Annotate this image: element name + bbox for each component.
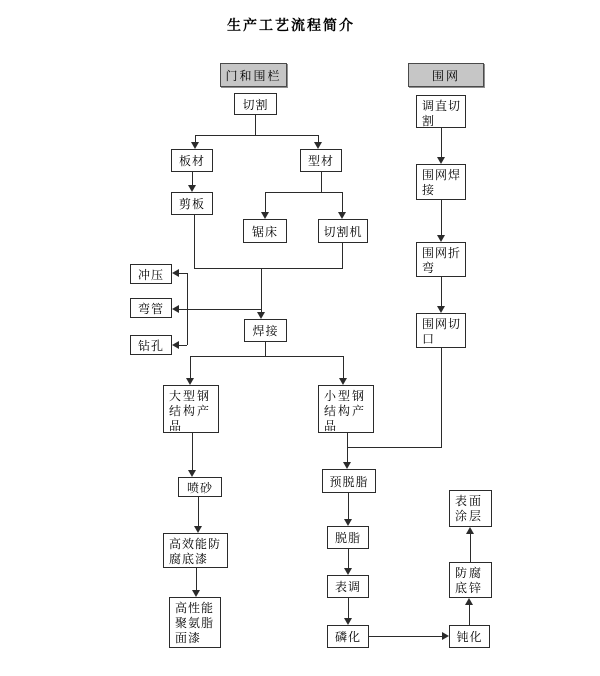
- node-mesh-weld: 围网焊接: [416, 164, 466, 200]
- node-mesh-bend: 围网折弯: [416, 242, 466, 277]
- node-shear: 剪板: [171, 192, 213, 215]
- node-bend: 弯管: [130, 298, 172, 318]
- arrowhead: [437, 157, 445, 164]
- node-weld: 焊接: [244, 319, 287, 342]
- connector-line: [321, 172, 322, 192]
- node-surface-adjust: 表调: [327, 575, 369, 598]
- connector-line: [187, 273, 188, 345]
- connector-line: [348, 549, 349, 568]
- arrowhead: [465, 598, 473, 605]
- connector-line: [190, 356, 344, 357]
- node-profile: 型材: [300, 149, 342, 172]
- node-drill: 钻孔: [130, 335, 172, 355]
- arrowhead: [194, 526, 202, 533]
- connector-line: [179, 273, 187, 274]
- node-cutter: 切割机: [318, 219, 368, 243]
- node-phosphate: 磷化: [327, 625, 369, 648]
- node-sandblast: 喷砂: [178, 477, 222, 497]
- node-degrease: 脱脂: [327, 526, 369, 549]
- node-plate: 板材: [171, 149, 213, 172]
- arrowhead: [343, 462, 351, 469]
- diagram-title: 生产工艺流程简介: [227, 18, 355, 34]
- connector-line: [192, 433, 193, 470]
- node-small-steel-products: 小型钢结构产品: [318, 385, 374, 433]
- node-anticorrosive-primer: 高效能防腐底漆: [163, 533, 228, 568]
- arrowhead: [172, 305, 179, 313]
- arrowhead: [172, 269, 179, 277]
- arrowhead: [344, 618, 352, 625]
- connector-line: [194, 268, 343, 269]
- connector-line: [347, 447, 442, 448]
- connector-line: [265, 342, 266, 356]
- arrowhead: [261, 212, 269, 219]
- node-punch: 冲压: [130, 264, 172, 284]
- connector-line: [261, 268, 262, 312]
- connector-line: [179, 309, 261, 310]
- node-surface-coating: 表面涂层: [449, 490, 492, 527]
- connector-line: [343, 356, 344, 378]
- connector-line: [342, 243, 343, 268]
- connector-line: [265, 192, 343, 193]
- connector-line: [192, 172, 193, 185]
- arrowhead: [339, 378, 347, 385]
- connector-line: [441, 128, 442, 157]
- node-zinc-primer: 防腐底锌: [449, 562, 492, 598]
- arrowhead: [191, 142, 199, 149]
- arrowhead: [466, 527, 474, 534]
- connector-line: [198, 497, 199, 526]
- node-mesh-cut: 围网切口: [416, 313, 466, 348]
- arrowhead: [314, 142, 322, 149]
- arrowhead: [442, 632, 449, 640]
- node-polyurethane-topcoat: 高性能聚氨脂面漆: [169, 597, 221, 648]
- arrowhead: [172, 341, 179, 349]
- connector-line: [470, 534, 471, 562]
- connector-line: [265, 192, 266, 212]
- connector-line: [369, 636, 442, 637]
- node-saw: 锯床: [243, 219, 287, 243]
- arrowhead: [344, 568, 352, 575]
- header-gate-and-fence: 门和围栏: [220, 63, 287, 87]
- connector-line: [255, 115, 256, 135]
- connector-line: [195, 135, 319, 136]
- connector-line: [190, 356, 191, 378]
- header-mesh: 围网: [408, 63, 484, 87]
- node-pre-degrease: 预脱脂: [322, 469, 376, 493]
- connector-line: [441, 200, 442, 235]
- arrowhead: [344, 519, 352, 526]
- connector-line: [441, 277, 442, 306]
- node-cut: 切割: [234, 93, 277, 115]
- connector-line: [348, 493, 349, 519]
- connector-line: [196, 568, 197, 590]
- connector-line: [348, 598, 349, 618]
- connector-line: [441, 348, 442, 447]
- node-large-steel-products: 大型钢结构产品: [163, 385, 219, 433]
- arrowhead: [437, 306, 445, 313]
- connector-line: [342, 192, 343, 212]
- node-straighten-cut: 调直切割: [416, 95, 466, 128]
- connector-line: [469, 605, 470, 625]
- connector-line: [194, 215, 195, 268]
- node-passivate: 钝化: [449, 625, 490, 648]
- arrowhead: [186, 378, 194, 385]
- arrowhead: [437, 235, 445, 242]
- arrowhead: [257, 312, 265, 319]
- arrowhead: [338, 212, 346, 219]
- arrowhead: [192, 590, 200, 597]
- connector-line: [179, 345, 187, 346]
- arrowhead: [188, 470, 196, 477]
- arrowhead: [188, 185, 196, 192]
